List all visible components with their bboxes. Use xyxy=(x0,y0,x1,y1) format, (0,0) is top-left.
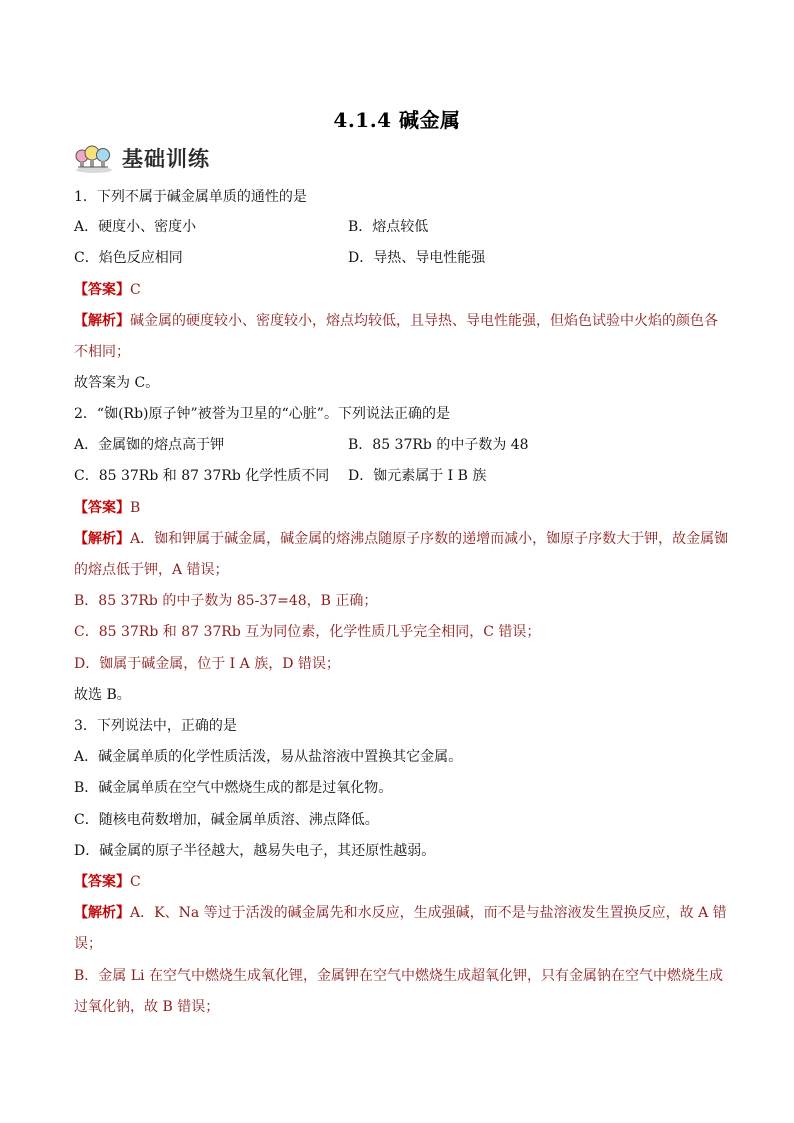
q2-answer xyxy=(74,498,140,518)
q2-option-d: D．铷元素属于 I B 族 xyxy=(348,468,487,484)
q2-analysis-line: C．85 37Rb 和 87 37Rb 互为同位素，化学性质几乎完全相同，C 错误； xyxy=(74,624,541,640)
q1-option-c: C．焰色反应相同 xyxy=(74,250,183,266)
q2-analysis-line: D．铷属于碱金属，位于 I A 族，D 错误； xyxy=(74,656,340,672)
q3-analysis-line: B．金属 Li 在空气中燃烧生成氧化锂，金属钾在空气中燃烧生成超氧化钾，只有金属钠在空气中燃烧生成 xyxy=(74,968,723,984)
q3-option-d: D．碱金属的原子半径越大，越易失电子，其还原性越弱。 xyxy=(74,843,436,859)
q3-analysis-line: 误； xyxy=(74,936,102,952)
analysis-tag: 【解析】 xyxy=(74,313,130,329)
q1-option-d: D．导热、导电性能强 xyxy=(348,250,486,266)
q1-stem: 1．下列不属于碱金属单质的通性的是 xyxy=(74,189,307,205)
answer-value: C xyxy=(130,874,141,890)
q2-analysis-line: 的熔点低于钾，A 错误； xyxy=(74,562,229,578)
answer-value: C xyxy=(130,282,141,298)
q1-analysis-line: 不相同； xyxy=(74,344,130,360)
q2-analysis-line: B．85 37Rb 的中子数为 85-37=48，B 正确； xyxy=(74,593,378,609)
section-header xyxy=(74,143,210,173)
q3-option-a: A．碱金属单质的化学性质活泼，易从盐溶液中置换其它金属。 xyxy=(74,749,463,765)
q3-analysis-line: 过氧化钠，故 B 错误； xyxy=(74,999,220,1015)
q1-conclusion: 故答案为 C。 xyxy=(74,375,160,391)
q1-option-a: A．硬度小、密度小 xyxy=(74,219,197,235)
q2-option-b: B．85 37Rb 的中子数为 48 xyxy=(348,437,529,453)
q2-option-c: C．85 37Rb 和 87 37Rb 化学性质不同 xyxy=(74,468,330,484)
analysis-tag: 【解析】 xyxy=(74,531,130,547)
analysis-tag: 【解析】 xyxy=(74,905,130,921)
answer-value: B xyxy=(130,500,141,516)
q3-answer xyxy=(74,872,141,892)
answer-tag: 【答案】 xyxy=(74,500,130,516)
bulbs-icon xyxy=(74,143,114,173)
q2-analysis-line: 【解析】A．铷和钾属于碱金属，碱金属的熔沸点随原子序数的递增而减小，铷原子序数大于钾，故金属铷 xyxy=(74,531,729,547)
q3-option-b: B．碱金属单质在空气中燃烧生成的都是过氧化物。 xyxy=(74,780,393,796)
section-label: 基础训练 xyxy=(122,147,210,171)
q1-answer xyxy=(74,280,141,300)
q3-stem: 3．下列说法中，正确的是 xyxy=(74,718,237,734)
q1-option-b: B．熔点较低 xyxy=(348,219,429,235)
q3-option-c: C．随核电荷数增加，碱金属单质溶、沸点降低。 xyxy=(74,812,379,828)
q2-stem: 2．“铷(Rb)原子钟”被誉为卫星的“心脏”。下列说法正确的是 xyxy=(74,406,450,422)
answer-tag: 【答案】 xyxy=(74,874,130,890)
answer-tag: 【答案】 xyxy=(74,282,130,298)
q1-analysis-line: 【解析】碱金属的硬度较小、密度较小，熔点均较低，且导热、导电性能强，但焰色试验中火焰的颜色各 xyxy=(74,313,718,329)
q3-analysis-line: 【解析】A．K、Na 等过于活泼的碱金属先和水反应，生成强碱，而不是与盐溶液发生置换反应，故 A 错 xyxy=(74,905,727,921)
q2-option-a: A．金属铷的熔点高于钾 xyxy=(74,437,225,453)
q2-conclusion: 故选 B。 xyxy=(74,687,131,703)
page-title: 4.1.4 碱金属 xyxy=(333,108,461,132)
